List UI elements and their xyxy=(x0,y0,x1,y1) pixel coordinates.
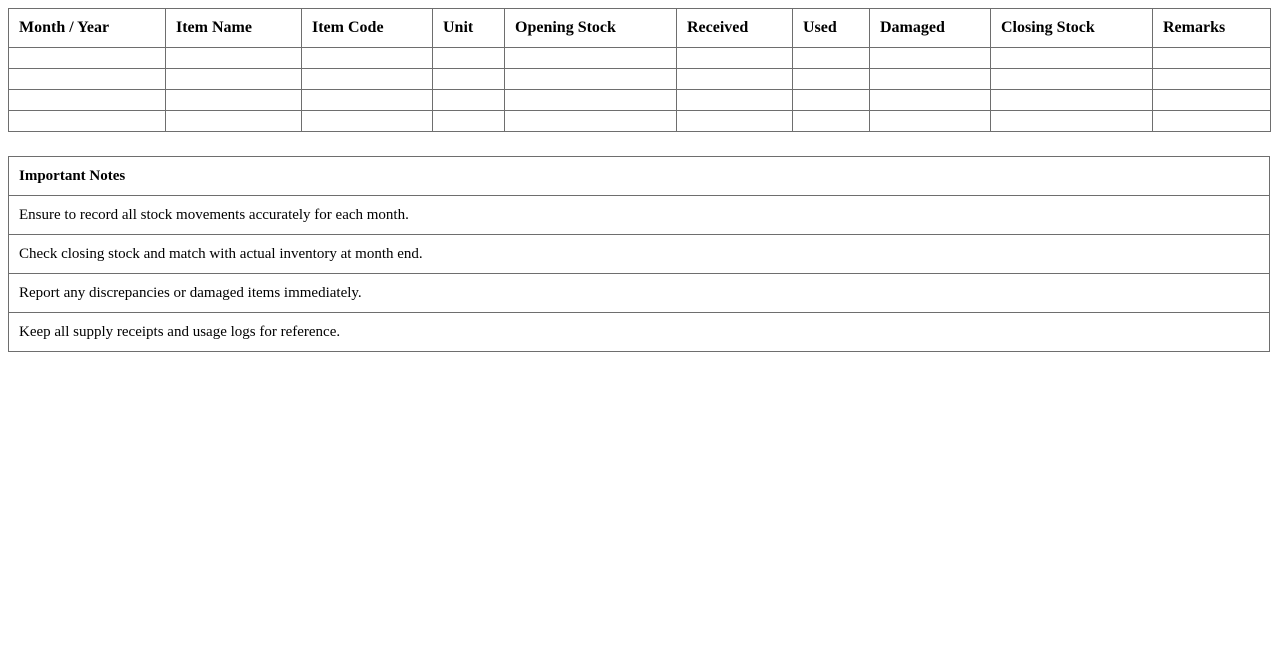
stock-log-table xyxy=(8,8,1271,132)
notes-header-row xyxy=(9,157,1270,196)
table-cell[interactable] xyxy=(505,48,677,69)
table-cell[interactable] xyxy=(793,111,870,132)
table-cell[interactable] xyxy=(9,69,166,90)
table-cell[interactable] xyxy=(793,90,870,111)
table-cell[interactable] xyxy=(9,90,166,111)
table-cell[interactable] xyxy=(9,48,166,69)
table-row xyxy=(9,48,1271,69)
table-row xyxy=(9,90,1271,111)
header-row xyxy=(9,9,1271,48)
table-cell[interactable] xyxy=(505,69,677,90)
table-cell[interactable] xyxy=(433,90,505,111)
document-body xyxy=(8,8,1270,352)
header-unit: Unit xyxy=(433,9,505,48)
table-cell[interactable] xyxy=(433,69,505,90)
table-cell[interactable] xyxy=(870,111,991,132)
table-cell[interactable] xyxy=(677,48,793,69)
table-cell[interactable] xyxy=(505,90,677,111)
table-cell[interactable] xyxy=(677,90,793,111)
table-cell[interactable] xyxy=(991,111,1153,132)
table-cell[interactable] xyxy=(302,69,433,90)
note-row xyxy=(9,196,1270,235)
table-cell[interactable] xyxy=(1153,111,1271,132)
table-cell[interactable] xyxy=(505,111,677,132)
table-cell[interactable] xyxy=(302,90,433,111)
table-cell[interactable] xyxy=(9,111,166,132)
table-cell[interactable] xyxy=(793,48,870,69)
table-cell[interactable] xyxy=(302,48,433,69)
note-item: Ensure to record all stock movements accurately for each month. xyxy=(9,196,1270,235)
table-cell[interactable] xyxy=(991,69,1153,90)
table-cell[interactable] xyxy=(793,69,870,90)
table-cell[interactable] xyxy=(166,48,302,69)
table-cell[interactable] xyxy=(433,48,505,69)
table-cell[interactable] xyxy=(166,111,302,132)
header-damaged: Damaged xyxy=(870,9,991,48)
table-cell[interactable] xyxy=(870,48,991,69)
table-cell[interactable] xyxy=(1153,48,1271,69)
note-item: Check closing stock and match with actual inventory at month end. xyxy=(9,235,1270,274)
table-cell[interactable] xyxy=(991,48,1153,69)
note-row xyxy=(9,235,1270,274)
table-cell[interactable] xyxy=(677,111,793,132)
table-cell[interactable] xyxy=(166,90,302,111)
table-row xyxy=(9,69,1271,90)
important-notes-table xyxy=(8,156,1270,352)
header-item-name: Item Name xyxy=(166,9,302,48)
table-cell[interactable] xyxy=(1153,90,1271,111)
table-cell[interactable] xyxy=(1153,69,1271,90)
header-used: Used xyxy=(793,9,870,48)
header-received: Received xyxy=(677,9,793,48)
table-row xyxy=(9,111,1271,132)
table-cell[interactable] xyxy=(991,90,1153,111)
note-item: Keep all supply receipts and usage logs for reference. xyxy=(9,313,1270,352)
notes-title: Important Notes xyxy=(9,157,1270,196)
note-row xyxy=(9,274,1270,313)
table-cell[interactable] xyxy=(677,69,793,90)
table-cell[interactable] xyxy=(302,111,433,132)
table-cell[interactable] xyxy=(870,69,991,90)
header-remarks: Remarks xyxy=(1153,9,1271,48)
note-row xyxy=(9,313,1270,352)
note-item: Report any discrepancies or damaged items immediately. xyxy=(9,274,1270,313)
header-closing-stock: Closing Stock xyxy=(991,9,1153,48)
table-cell[interactable] xyxy=(166,69,302,90)
table-cell[interactable] xyxy=(433,111,505,132)
table-cell[interactable] xyxy=(870,90,991,111)
header-opening-stock: Opening Stock xyxy=(505,9,677,48)
header-item-code: Item Code xyxy=(302,9,433,48)
header-month-year: Month / Year xyxy=(9,9,166,48)
